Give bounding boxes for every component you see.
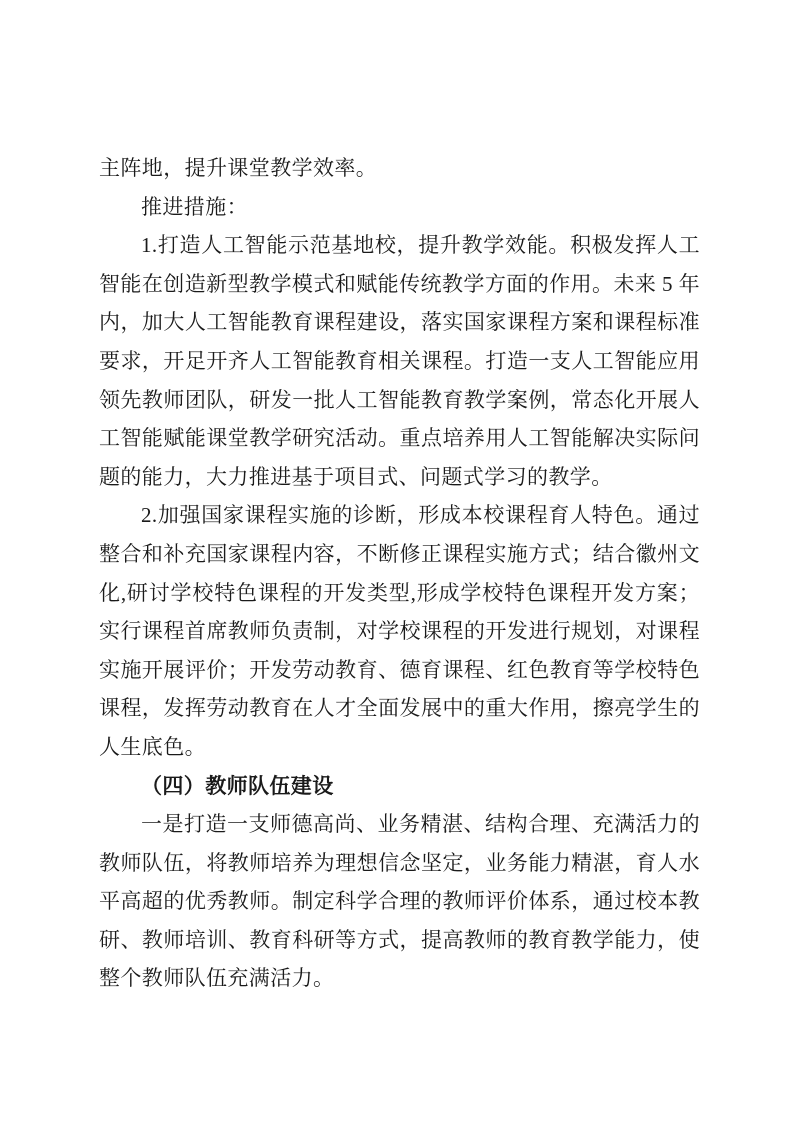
paragraph: 1.打造人工智能示范基地校，提升教学效能。积极发挥人工智能在创造新型教学模式和赋能传统教学方面的作用。未来 5 年内，加大人工智能教育课程建设，落实国家课程方案和课程标准要求，开足开齐人工智能教育相关课程。打造一支人工智能应用领先教师团队，研发一批人工智能教育教学案例，常态化开展人工智能赋能课堂教学研究活动。重点培养用人工智能解决实际问题的能力，大力推进基于项目式、问题式学习的教学。 xyxy=(99,233,700,489)
paragraph: 一是打造一支师德高尚、业务精湛、结构合理、充满活力的教师队伍，将教师培养为理想信念坚定，业务能力精湛，育人水平高超的优秀教师。制定科学合理的教师评价体系，通过校本教研、教师培训、教育科研等方式，提高教师的教育教学能力，使整个教师队伍充满活力。 xyxy=(99,812,700,991)
document-body xyxy=(99,149,700,998)
paragraph: 2.加强国家课程实施的诊断，形成本校课程育人特色。通过整合和补充国家课程内容，不断修正课程实施方式；结合徽州文化,研讨学校特色课程的开发类型,形成学校特色课程开发方案；实行课程首席教师负责制，对学校课程的开发进行规划，对课程实施开展评价；开发劳动教育、德育课程、红色教育等学校特色课程，发挥劳动教育在人才全面发展中的重大作用，擦亮学生的人生底色。 xyxy=(99,503,700,759)
paragraph: 主阵地，提升课堂教学效率。 xyxy=(99,156,378,180)
paragraph: 推进措施： xyxy=(141,194,248,219)
section-heading: （四）教师队伍建设 xyxy=(141,773,334,798)
